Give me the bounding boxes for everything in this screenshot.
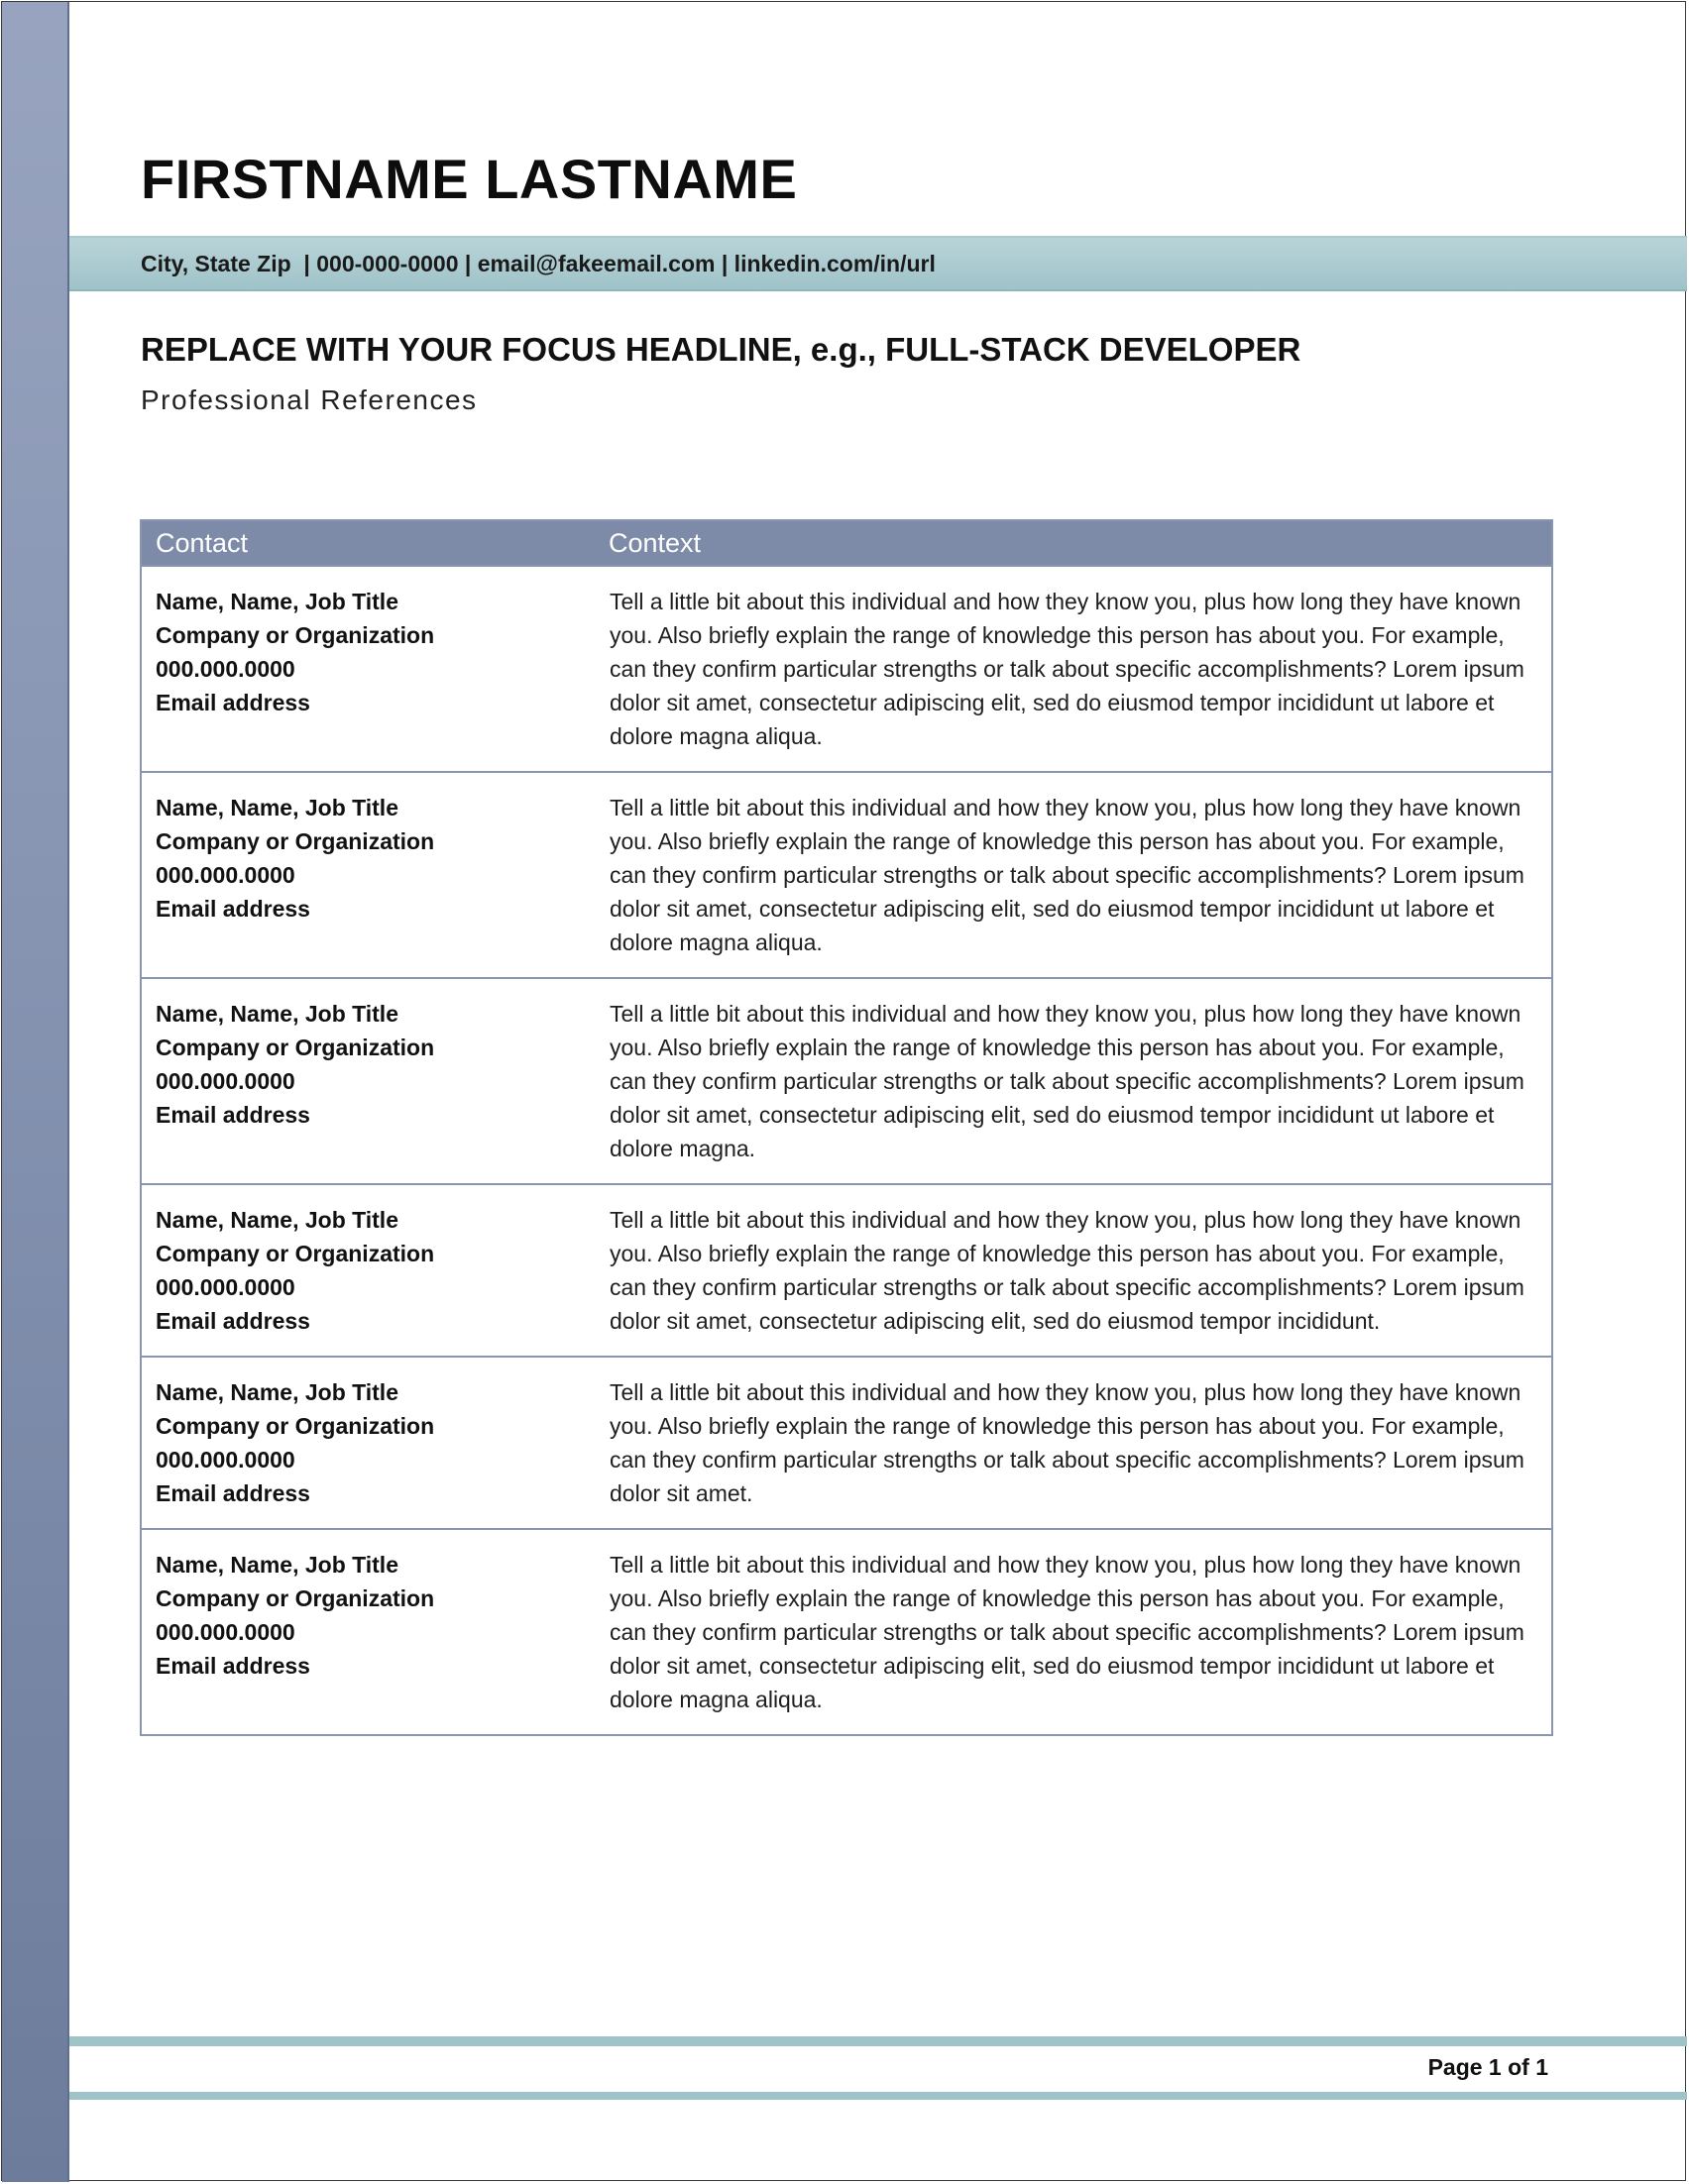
reference-name: Name, Name, Job Title bbox=[156, 795, 398, 820]
contact-cell bbox=[141, 1184, 594, 1357]
reference-company: Company or Organization bbox=[156, 828, 435, 854]
contact-cell bbox=[141, 1357, 594, 1529]
reference-email: Email address bbox=[156, 1102, 310, 1128]
side-accent-bar bbox=[2, 2, 69, 2182]
document-subtitle: Professional References bbox=[141, 384, 478, 415]
reference-email: Email address bbox=[156, 896, 310, 922]
references-table bbox=[140, 519, 1553, 1736]
reference-name: Name, Name, Job Title bbox=[156, 1001, 398, 1027]
reference-email: Email address bbox=[156, 1480, 310, 1506]
reference-phone: 000.000.0000 bbox=[156, 1068, 295, 1094]
table-row bbox=[141, 1529, 1552, 1735]
column-header-contact: Contact bbox=[141, 520, 594, 566]
context-cell: Tell a little bit about this individual and how they know you, plus how long they have known you. Also briefly explain the range of knowledge this person has about you. For example, can they confirm particular strengths or talk about specific accomplishments? Lorem ipsum dolor sit amet, consectetur adipiscing elit, sed do eiusmod tempor incididunt ut labore et dolore magna aliqua. bbox=[594, 566, 1552, 772]
reference-phone: 000.000.0000 bbox=[156, 1447, 295, 1473]
table-row bbox=[141, 978, 1552, 1184]
footer-rule-top bbox=[69, 2036, 1687, 2046]
context-cell: Tell a little bit about this individual and how they know you, plus how long they have known you. Also briefly explain the range of knowledge this person has about you. For example, can they confirm particular strengths or talk about specific accomplishments? Lorem ipsum dolor sit amet, consectetur adipiscing elit, sed do eiusmod tempor incididunt ut labore et dolore magna. bbox=[594, 978, 1552, 1184]
contact-band bbox=[69, 236, 1687, 291]
context-cell: Tell a little bit about this individual and how they know you, plus how long they have known you. Also briefly explain the range of knowledge this person has about you. For example, can they confirm particular strengths or talk about specific accomplishments? Lorem ipsum dolor sit amet, consectetur adipiscing elit, sed do eiusmod tempor incididunt ut labore et dolore magna aliqua. bbox=[594, 772, 1552, 978]
context-cell: Tell a little bit about this individual and how they know you, plus how long they have known you. Also briefly explain the range of knowledge this person has about you. For example, can they confirm particular strengths or talk about specific accomplishments? Lorem ipsum dolor sit amet. bbox=[594, 1357, 1552, 1529]
column-header-context: Context bbox=[594, 520, 1552, 566]
reference-phone: 000.000.0000 bbox=[156, 862, 295, 888]
table-row bbox=[141, 566, 1552, 772]
candidate-name: FIRSTNAME LASTNAME bbox=[141, 148, 798, 210]
page-number: Page 1 of 1 bbox=[1427, 2054, 1548, 2080]
contact-cell bbox=[141, 772, 594, 978]
table-row bbox=[141, 1184, 1552, 1357]
footer-rule-bottom bbox=[69, 2092, 1687, 2100]
reference-phone: 000.000.0000 bbox=[156, 1274, 295, 1300]
table-row bbox=[141, 772, 1552, 978]
table-header-row bbox=[141, 520, 1552, 566]
reference-company: Company or Organization bbox=[156, 1413, 435, 1439]
reference-email: Email address bbox=[156, 690, 310, 715]
contact-cell bbox=[141, 1529, 594, 1735]
contact-cell bbox=[141, 978, 594, 1184]
reference-phone: 000.000.0000 bbox=[156, 1619, 295, 1645]
reference-email: Email address bbox=[156, 1653, 310, 1679]
reference-name: Name, Name, Job Title bbox=[156, 1379, 398, 1405]
reference-name: Name, Name, Job Title bbox=[156, 1552, 398, 1578]
reference-phone: 000.000.0000 bbox=[156, 656, 295, 682]
contact-cell bbox=[141, 566, 594, 772]
reference-name: Name, Name, Job Title bbox=[156, 1207, 398, 1233]
context-cell: Tell a little bit about this individual and how they know you, plus how long they have known you. Also briefly explain the range of knowledge this person has about you. For example, can they confirm particular strengths or talk about specific accomplishments? Lorem ipsum dolor sit amet, consectetur adipiscing elit, sed do eiusmod tempor incididunt. bbox=[594, 1184, 1552, 1357]
reference-name: Name, Name, Job Title bbox=[156, 589, 398, 614]
context-cell: Tell a little bit about this individual and how they know you, plus how long they have known you. Also briefly explain the range of knowledge this person has about you. For example, can they confirm particular strengths or talk about specific accomplishments? Lorem ipsum dolor sit amet, consectetur adipiscing elit, sed do eiusmod tempor incididunt ut labore et dolore magna aliqua. bbox=[594, 1529, 1552, 1735]
reference-company: Company or Organization bbox=[156, 1585, 435, 1611]
reference-company: Company or Organization bbox=[156, 622, 435, 648]
reference-email: Email address bbox=[156, 1308, 310, 1334]
focus-headline: REPLACE WITH YOUR FOCUS HEADLINE, e.g., FULL-STACK DEVELOPER bbox=[141, 331, 1301, 368]
reference-company: Company or Organization bbox=[156, 1035, 435, 1060]
table-row bbox=[141, 1357, 1552, 1529]
contact-line: City, State Zip | 000-000-0000 | email@fakeemail.com | linkedin.com/in/url bbox=[141, 250, 936, 276]
reference-company: Company or Organization bbox=[156, 1241, 435, 1266]
